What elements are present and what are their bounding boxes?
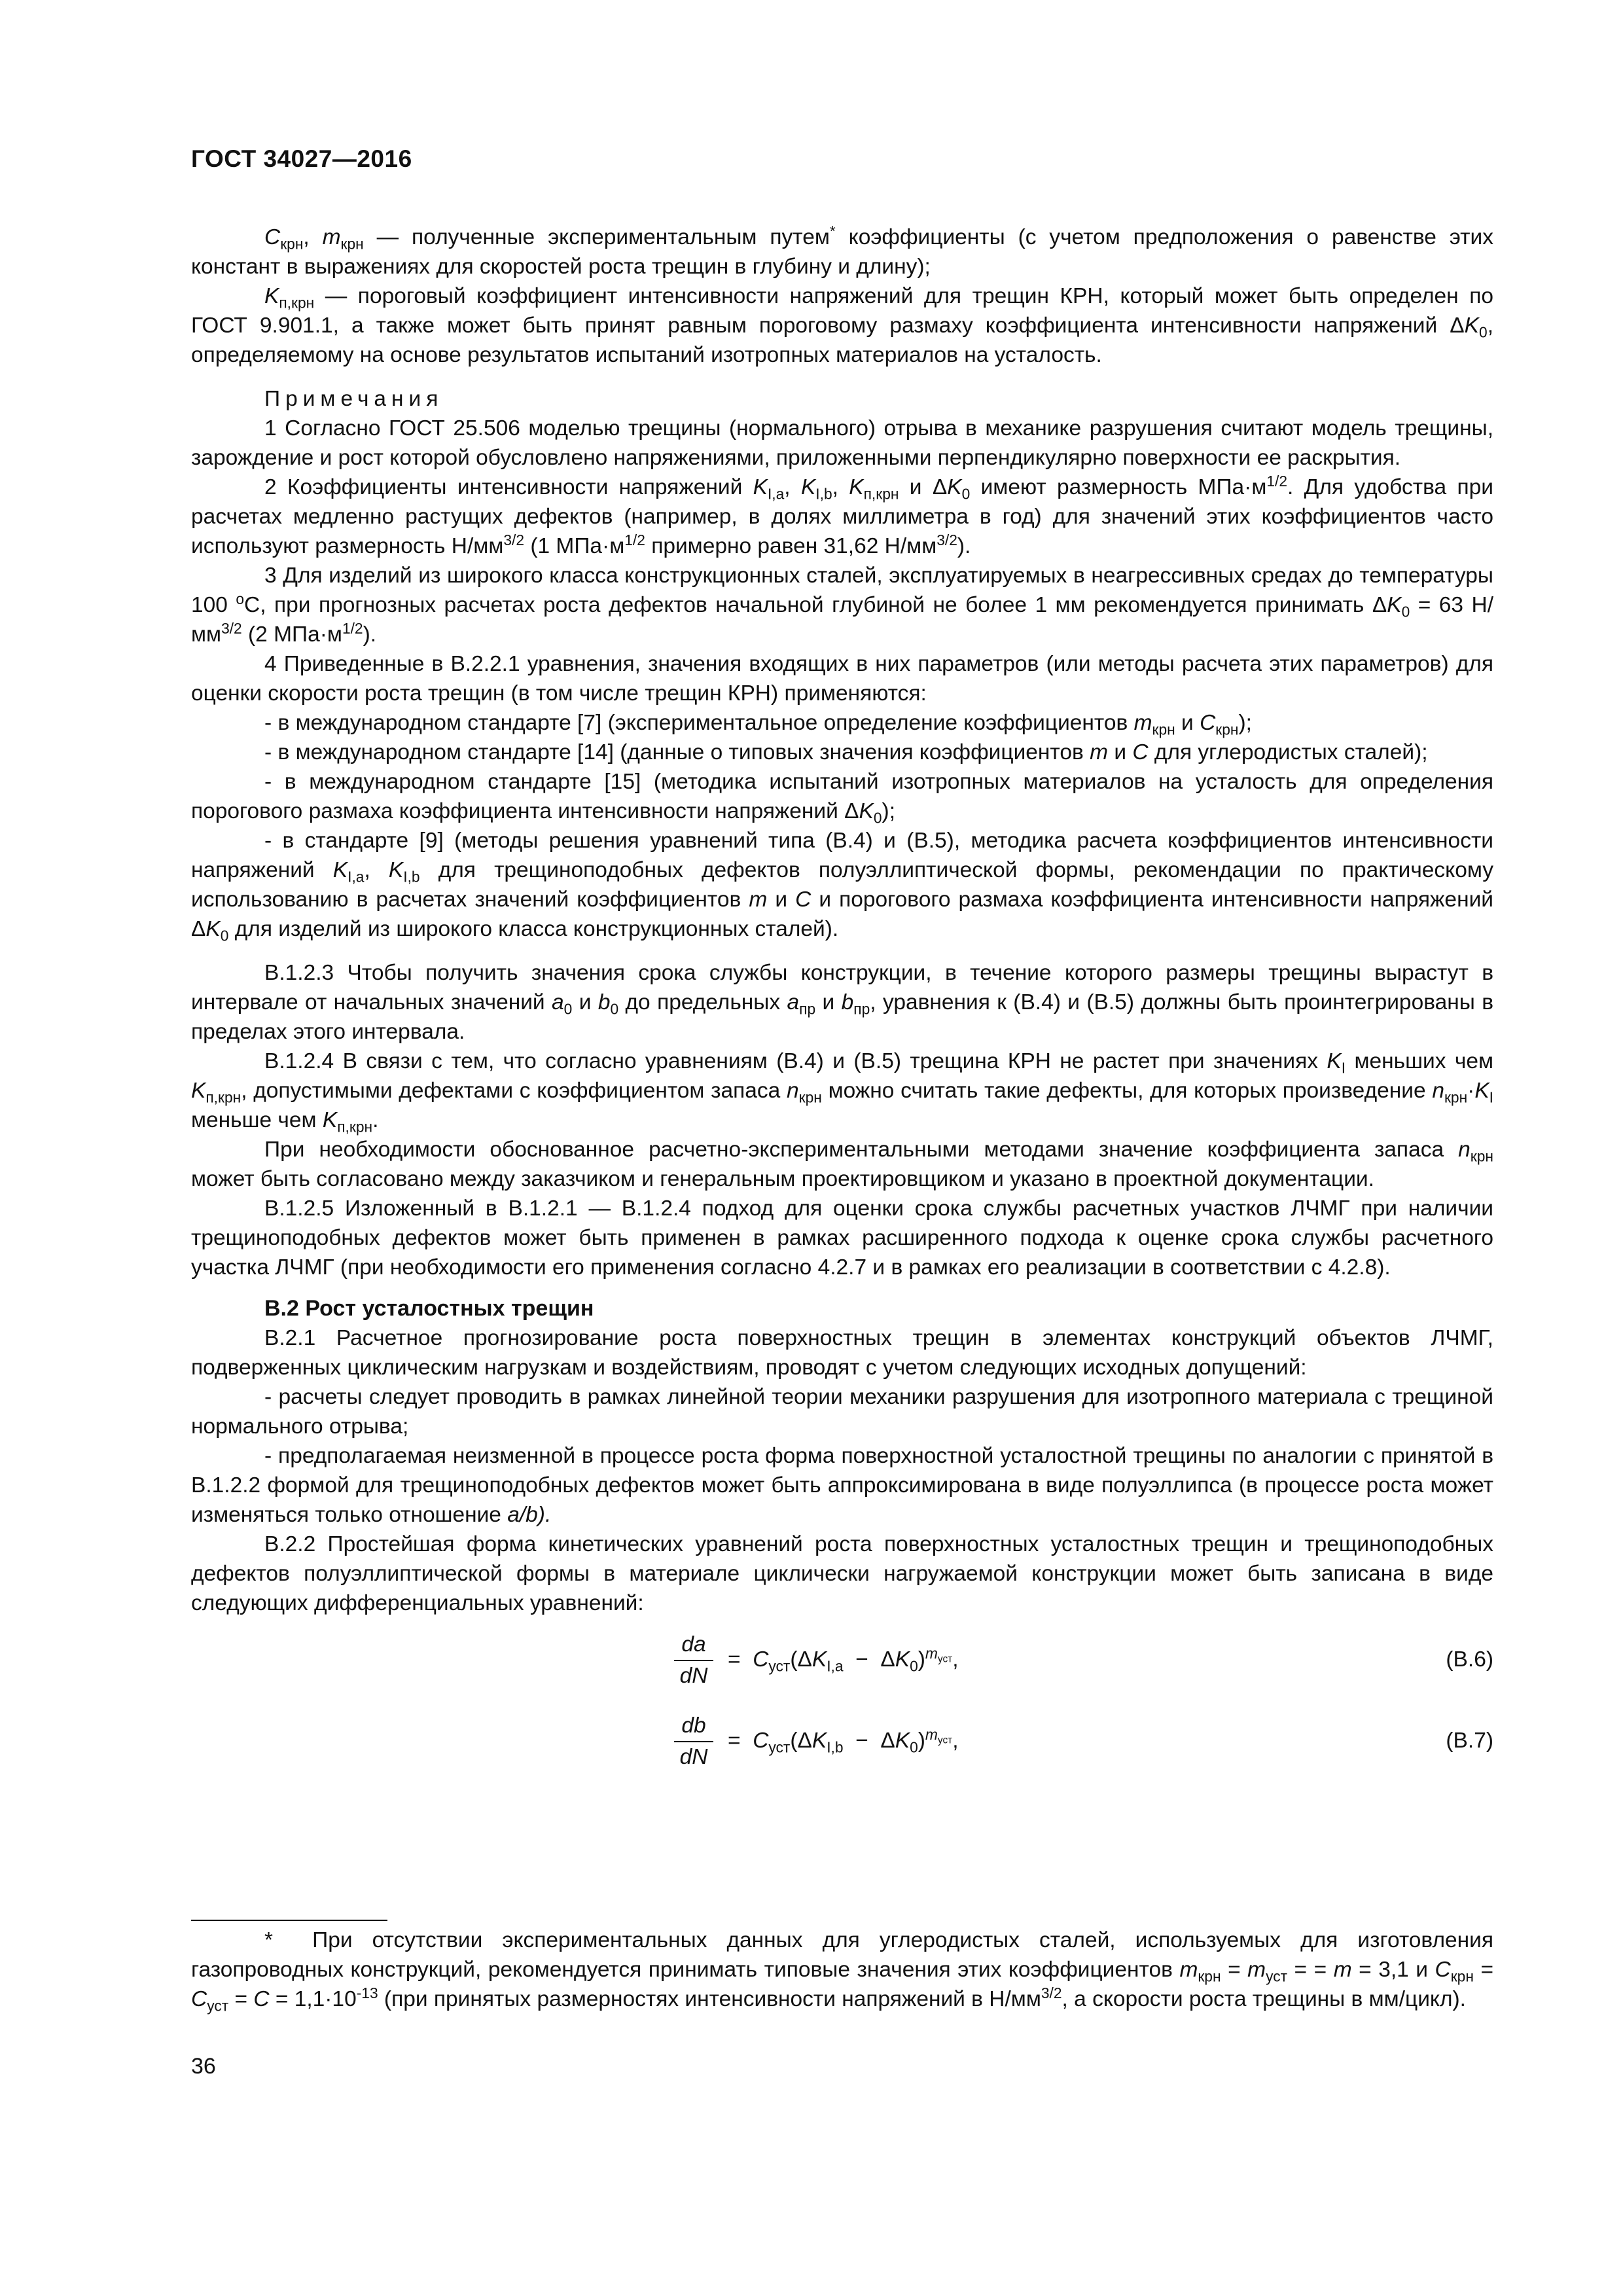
equation-rhs: = $C_{уст}(\Delta K_{I,b} - \Delta K_0)^{m_{уст}}$,	[728, 1725, 959, 1756]
footnote	[191, 1926, 1493, 2014]
note-item: 4 Приведенные в В.2.2.1 уравнения, значения входящих в них параметров (или методы расчета этих параметров) для оценки скорости роста трещин (в том числе трещин КРН) применяются:	[191, 652, 1493, 706]
paragraph: В.1.2.3 Чтобы получить значения срока службы конструкции, в течение которого размеры трещины вырастут в интервале от начальных значений $a_0$ и $b_0$ до предельных $a_{пр}$ и $b_{пр}$, уравнения к (В.4) и (В.5) должны быть проинтегрированы в пределах этого интервала.	[191, 961, 1494, 1044]
document-body	[191, 223, 1493, 1787]
equation-number: (В.7)	[1446, 1729, 1493, 1753]
list-item: - в стандарте [9] (методы решения уравнений типа (В.4) и (В.5), методика расчета коэффициентов интенсивности напряжений $K_{I,a}$, $K_{I,b}$ для трещиноподобных дефектов полуэллиптической формы, рекомендации по практическому использованию в расчетах значений коэффициентов m и C и порогового размаха коэффициента интенсивности напряжений $\Delta K_0$ для изделий из широкого класса конструкционных сталей).	[191, 829, 1493, 944]
equation-number: (В.6)	[1446, 1647, 1493, 1672]
paragraph: $C_{крн}$, $m_{крн}$ — полученные экспериментальным путем* коэффициенты (с учетом предположения о равенстве этих констант в выражениях для скоростей роста трещин в глубину и длину);	[191, 222, 1493, 279]
notes-heading: Примечания	[264, 387, 444, 411]
paragraph: $K_{п,крн}$ — пороговый коэффициент интенсивности напряжений для трещин КРН, который может быть определен по ГОСТ 9.901.1, а также может быть принят равным пороговому размаху коэффициента интенсивности напряжений $\Delta K_0$, определяемому на основе результатов испытаний изотропных материалов на усталость.	[191, 284, 1493, 367]
document-header-code: ГОСТ 34027—2016	[191, 145, 412, 172]
list-item: - в международном стандарте [14] (данные о типовых значения коэффициентов m и C для углеродистых сталей);	[264, 740, 1428, 764]
note-item: 1 Согласно ГОСТ 25.506 моделью трещины (нормального) отрыва в механике разрушения считают модель трещины, зарождение и рост которой обусловлено напряжениями, приложенными перпендикулярно поверхности ее раскрытия.	[191, 416, 1493, 470]
note-item: 2 Коэффициенты интенсивности напряжений $K_{I,a}$, $K_{I,b}$, $K_{п,крн}$ и $\Delta K_0$ имеют размерность $МПа\cdot м^{1/2}$. Для удобства при расчетах медленно растущих дефектов (например, в долях миллиметра в год) для значений этих коэффициентов часто используют размерность $Н/мм^{3/2}$ (1 $МПа\cdot м^{1/2}$ примерно равен 31,62 $Н/мм^{3/2}$).	[191, 472, 1493, 558]
equation-b7	[191, 1706, 1493, 1787]
footnote-text: * При отсутствии экспериментальных данных для углеродистых сталей, используемых для изготовления газопроводных конструкций, рекомендуется принимать типовые значения этих коэффициентов $m_{крн} = m_{уст}$ = = m = 3,1 и $C_{крн} = C_{уст} = C = 1,1\cdot 10^{-13}$ (при принятых размерностях интенсивности напряжений в $Н/мм^{3/2}$, а скорости роста трещины в мм/цикл).	[191, 1928, 1494, 2015]
paragraph: В.1.2.5 Изложенный в В.1.2.1 — В.1.2.4 подход для оценки срока службы расчетных участков ЛЧМГ при наличии трещиноподобных дефектов может быть применен в рамках расширенного подхода к оценке срока службы расчетного участка ЛЧМГ (при необходимости его применения согласно 4.2.7 и в рамках его реализации в соответствии с 4.2.8).	[191, 1196, 1493, 1280]
list-item: - в международном стандарте [15] (методика испытаний изотропных материалов на усталость для определения порогового размаха коэффициента интенсивности напряжений $\Delta K_0$);	[191, 770, 1493, 827]
paragraph: В.2.2 Простейшая форма кинетических уравнений роста поверхностных усталостных трещин и трещиноподобных дефектов полуэллиптической формы в материале циклически нагружаемой конструкции может быть записана в виде следующих дифференциальных уравнений:	[191, 1532, 1493, 1615]
paragraph: В.2.1 Расчетное прогнозирование роста поверхностных трещин в элементах конструкций объектов ЛЧМГ, подверженных циклическим нагрузкам и воздействиям, проводят с учетом следующих исходных допущений:	[191, 1326, 1493, 1380]
paragraph: В.1.2.4 В связи с тем, что согласно уравнениям (В.4) и (В.5) трещина КРН не растет при значениях $K_I$ меньших чем $K_{п,крн}$, допустимыми дефектами с коэффициентом запаса $n_{крн}$ можно считать такие дефекты, для которых произведение $n_{крн}\cdot K_I$ меньше чем $K_{п,крн}$.	[191, 1049, 1494, 1136]
list-item: - расчеты следует проводить в рамках линейной теории механики разрушения для изотропного материала с трещиной нормального отрыва;	[191, 1385, 1493, 1439]
equation-b6	[191, 1624, 1493, 1706]
list-item: - в международном стандарте [7] (экспериментальное определение коэффициентов $m_{крн}$ и $C_{крн}$);	[264, 711, 1252, 738]
equation-fraction: $\frac{da}{dN}$	[674, 1630, 713, 1691]
paragraph: При необходимости обоснованное расчетно-экспериментальными методами значение коэффициента запаса $n_{крн}$ может быть согласовано между заказчиком и генеральным проектировщиком и указано в проектной документации.	[191, 1138, 1493, 1191]
note-item: 3 Для изделий из широкого класса конструкционных сталей, эксплуатируемых в неагрессивных средах до температуры 100 $^о$С, при прогнозных расчетах роста дефектов начальной глубиной не более 1 мм рекомендуется принимать $\Delta K_0 = 63$ $Н/мм^{3/2}$ (2 $МПа\cdot м^{1/2}$).	[191, 564, 1494, 647]
footnote-rule	[191, 1920, 387, 1921]
equation-fraction: $\frac{db}{dN}$	[674, 1711, 713, 1772]
equation-rhs: = $C_{уст}(\Delta K_{I,a} - \Delta K_0)^{m_{уст}}$,	[728, 1644, 959, 1675]
page-number: 36	[191, 2054, 216, 2079]
section-heading: В.2 Рост усталостных трещин	[264, 1296, 594, 1321]
list-item: - предполагаемая неизменной в процессе роста форма поверхностной усталостной трещины по аналогии с принятой в В.1.2.2 формой для трещиноподобных дефектов может быть аппроксимирована в виде полуэллипса (в процессе роста может изменяться только отношение a/b).	[191, 1444, 1493, 1527]
